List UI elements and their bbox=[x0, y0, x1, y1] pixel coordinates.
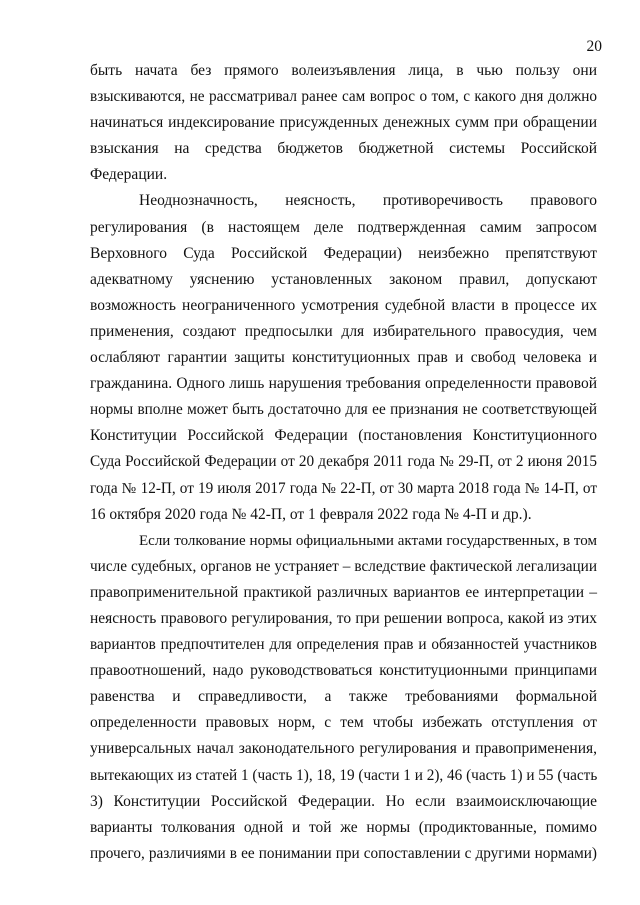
text-line: универсальных начал законодательного регулирования и правоприменения, bbox=[90, 740, 597, 758]
text-line: взыскания на средства бюджетов бюджетной системы Российской bbox=[90, 140, 597, 158]
text-line: правоприменительной практикой различных вариантов ее интерпретации – bbox=[90, 583, 597, 601]
text-line: варианты толкования одной и той же нормы (продиктованные, помимо bbox=[90, 818, 597, 836]
text-line: взыскиваются, не рассматривал ранее сам вопрос о том, с какого дня должно bbox=[90, 88, 597, 106]
text-line: Суда Российской Федерации от 20 декабря 2011 года № 29-П, от 2 июня 2015 bbox=[90, 453, 597, 471]
text-line: 16 октября 2020 года № 42-П, от 1 февраля 2022 года № 4-П и др.). bbox=[90, 505, 532, 523]
text-line: вытекающих из статей 1 (часть 1), 18, 19 (части 1 и 2), 46 (часть 1) и 55 (часть bbox=[90, 766, 598, 784]
text-line: нормы вполне может быть достаточно для ее признания не соответствующей bbox=[90, 401, 597, 419]
text-line: применения, создают предпосылки для избирательного правосудия, чем bbox=[90, 322, 597, 340]
paragraph bbox=[90, 188, 597, 527]
text-line: неясность правового регулирования, то при решении вопроса, какой из этих bbox=[90, 609, 597, 627]
text-line: адекватному уяснению установленных законом правил, допускают bbox=[90, 270, 597, 288]
text-line: быть начата без прямого волеизъявления лица, в чью пользу они bbox=[90, 62, 597, 79]
paragraph bbox=[90, 58, 597, 188]
text-line: 3) Конституции Российской Федерации. Но если взаимоисключающие bbox=[90, 792, 597, 810]
text-line: вариантов предпочтителен для определения прав и обязанностей участников bbox=[90, 636, 597, 654]
paragraph bbox=[90, 528, 597, 867]
document-body bbox=[90, 58, 597, 867]
text-line: прочего, различиями в ее понимании при сопоставлении с другими нормами) bbox=[90, 844, 597, 862]
page-number: 20 bbox=[586, 38, 602, 55]
text-line: Если толкование нормы официальными актами государственных, в том bbox=[139, 532, 597, 549]
text-line: Неоднозначность, неясность, противоречивость правового bbox=[139, 192, 597, 210]
text-line: возможность неограниченного усмотрения судебной власти в процессе их bbox=[90, 296, 597, 314]
text-line: года № 12-П, от 19 июля 2017 года № 22-П, от 30 марта 2018 года № 14-П, от bbox=[90, 479, 597, 497]
text-line: регулирования (в настоящем деле подтвержденная самим запросом bbox=[90, 218, 597, 236]
text-line: гражданина. Одного лишь нарушения требования определенности правовой bbox=[90, 375, 597, 393]
text-line: равенства и справедливости, а также требованиями формальной bbox=[90, 688, 597, 706]
text-line: начинаться индексирование присужденных денежных сумм при обращении bbox=[90, 114, 597, 132]
text-line: Верховного Суда Российской Федерации) неизбежно препятствуют bbox=[90, 244, 597, 262]
text-line: Федерации. bbox=[90, 166, 168, 184]
text-line: определенности правовых норм, с тем чтобы избежать отступления от bbox=[90, 714, 597, 732]
text-line: Конституции Российской Федерации (постановления Конституционного bbox=[90, 427, 597, 445]
text-line: правоотношений, надо руководствоваться конституционными принципами bbox=[90, 662, 597, 680]
text-line: ослабляют гарантии защиты конституционных прав и свобод человека и bbox=[90, 349, 597, 367]
text-line: числе судебных, органов не устраняет – вследствие фактической легализации bbox=[90, 557, 597, 575]
